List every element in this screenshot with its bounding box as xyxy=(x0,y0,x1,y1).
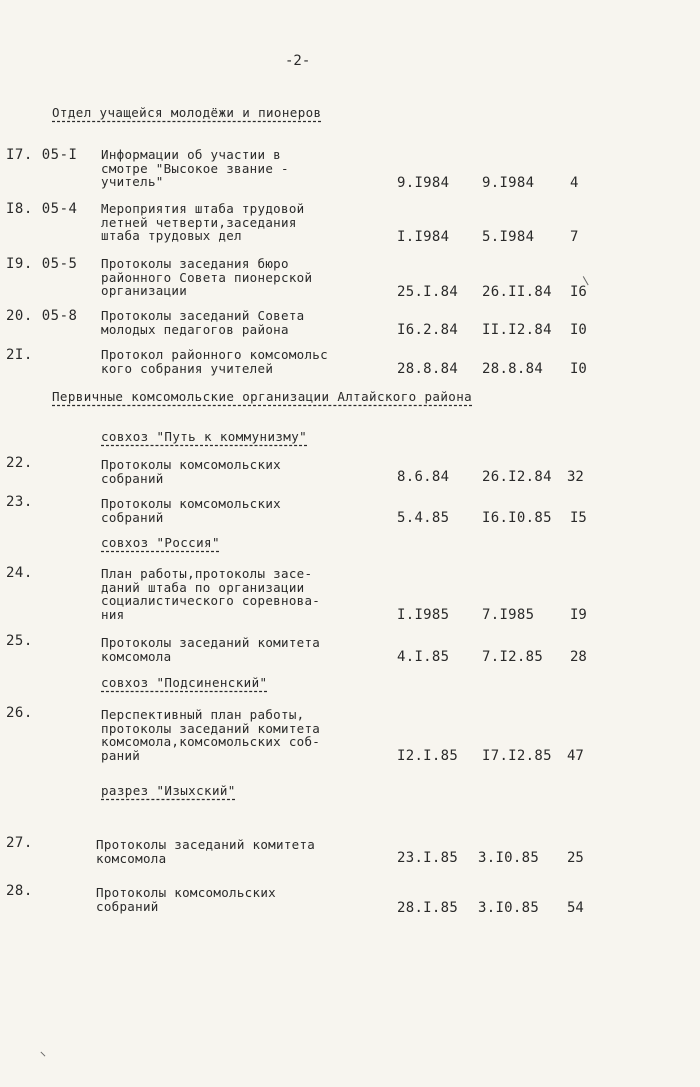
row-number: 22. xyxy=(6,455,33,471)
row-number: 27. xyxy=(6,835,33,851)
subsection-heading: разрез "Изыхский" xyxy=(101,783,236,798)
row-description: Мероприятия штаба трудовой летней четверти,заседания штаба трудовых дел xyxy=(101,201,305,243)
row-sheet-count: 47 xyxy=(567,748,584,764)
row-sheet-count: I5 xyxy=(570,510,587,526)
row-end-date: I7.I2.85 xyxy=(482,748,552,764)
row-number: 23. xyxy=(6,494,33,510)
row-sheet-count: 4 xyxy=(570,175,579,191)
row-end-date: 28.8.84 xyxy=(482,361,544,377)
row-number: 28. xyxy=(6,883,33,899)
row-start-date: I2.I.85 xyxy=(397,748,459,764)
row-description: Протоколы заседаний Совета молодых педагогов района xyxy=(101,308,305,337)
row-start-date: 28.8.84 xyxy=(397,361,459,377)
row-sheet-count: I6 xyxy=(570,284,587,300)
row-description: Протоколы заседаний комитета комсомола xyxy=(101,635,321,664)
row-start-date: 25.I.84 xyxy=(397,284,459,300)
section-heading-youth: Отдел учащейся молодёжи и пионеров xyxy=(52,105,322,120)
row-description: Протоколы комсомольских собраний xyxy=(96,885,276,914)
row-number: I8. 05-4 xyxy=(6,201,78,217)
row-sheet-count: 28 xyxy=(570,649,587,665)
row-number: 25. xyxy=(6,633,33,649)
row-sheet-count: I9 xyxy=(570,607,587,623)
row-number: 2I. xyxy=(6,347,33,363)
row-start-date: 4.I.85 xyxy=(397,649,450,665)
row-sheet-count: 32 xyxy=(567,469,584,485)
row-start-date: 23.I.85 xyxy=(397,850,459,866)
row-number: I9. 05-5 xyxy=(6,256,78,272)
row-description: План работы,протоколы засе- даний штаба по организации социалистического соревнова- ния xyxy=(101,566,321,622)
row-start-date: I6.2.84 xyxy=(397,322,459,338)
row-end-date: 26.I2.84 xyxy=(482,469,552,485)
row-sheet-count: 7 xyxy=(570,229,579,245)
section-heading-primary: Первичные комсомольские организации Алтайского района xyxy=(52,389,473,404)
row-end-date: 7.I2.85 xyxy=(482,649,544,665)
row-end-date: 5.I984 xyxy=(482,229,535,245)
row-end-date: 3.I0.85 xyxy=(478,850,540,866)
row-start-date: 28.I.85 xyxy=(397,900,459,916)
row-end-date: 7.I985 xyxy=(482,607,535,623)
stray-pencil-mark xyxy=(40,1049,47,1056)
row-sheet-count: 54 xyxy=(567,900,584,916)
row-description: Протоколы заседаний комитета комсомола xyxy=(96,837,316,866)
row-start-date: I.I984 xyxy=(397,229,450,245)
subsection-heading: совхоз "Россия" xyxy=(101,535,220,550)
row-description: Протоколы заседания бюро районного Совета пионерской организации xyxy=(101,256,313,298)
row-start-date: 9.I984 xyxy=(397,175,450,191)
subsection-heading: совхоз "Путь к коммунизму" xyxy=(101,429,308,444)
row-end-date: 3.I0.85 xyxy=(478,900,540,916)
row-number: I7. 05-I xyxy=(6,147,78,163)
row-number: 20. 05-8 xyxy=(6,308,78,324)
subsection-heading: совхоз "Подсиненский" xyxy=(101,675,268,690)
row-sheet-count: 25 xyxy=(567,850,584,866)
row-end-date: I6.I0.85 xyxy=(482,510,552,526)
row-description: Перспективный план работы, протоколы заседаний комитета комсомола,комсомольских соб- раний xyxy=(101,707,321,763)
row-end-date: 26.II.84 xyxy=(482,284,552,300)
row-start-date: 8.6.84 xyxy=(397,469,450,485)
row-start-date: 5.4.85 xyxy=(397,510,450,526)
row-start-date: I.I985 xyxy=(397,607,450,623)
row-end-date: II.I2.84 xyxy=(482,322,552,338)
row-description: Информации об участии в смотре "Высокое звание - учитель" xyxy=(101,147,289,189)
row-end-date: 9.I984 xyxy=(482,175,535,191)
row-description: Протокол районного комсомольс кого собрания учителей xyxy=(101,347,328,376)
row-description: Протоколы комсомольских собраний xyxy=(101,457,281,486)
row-number: 26. xyxy=(6,705,33,721)
row-description: Протоколы комсомольских собраний xyxy=(101,496,281,525)
row-sheet-count: I0 xyxy=(570,361,587,377)
row-number: 24. xyxy=(6,565,33,581)
row-sheet-count: I0 xyxy=(570,322,587,338)
page-number: -2- xyxy=(285,53,311,69)
